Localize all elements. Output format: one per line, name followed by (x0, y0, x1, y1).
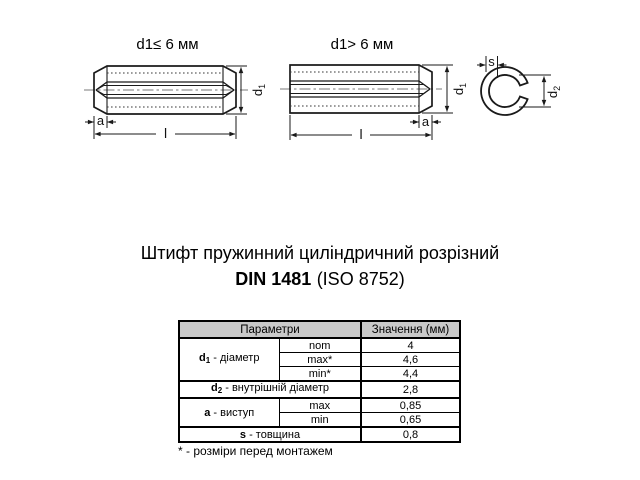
header-value: Значення (мм) (361, 321, 460, 338)
dim-label-a-large: a (421, 114, 430, 129)
dim-label-s: s (488, 54, 495, 69)
value-cell: 0,85 (361, 398, 460, 413)
value-cell: 2,8 (361, 381, 460, 398)
footnote: * - розміри перед монтажем (178, 444, 333, 458)
dim-letter: d (545, 90, 560, 99)
param-letter: d (199, 352, 206, 364)
param-d1 (179, 338, 279, 381)
din-standard: DIN 1481 (235, 269, 312, 289)
value-cell: 4,6 (361, 353, 460, 367)
caption-small-diameter: d1≤ 6 мм (136, 36, 199, 53)
param-a (179, 398, 279, 427)
param-desc: - внутрішній діаметр (222, 382, 329, 394)
sub-param: nom (279, 338, 361, 353)
standard-line (0, 270, 640, 289)
caption-large-diameter: d1> 6 мм (330, 36, 394, 53)
param-letter: d (211, 382, 218, 394)
cross-section-view (481, 67, 528, 115)
param-subscript: 2 (217, 386, 223, 395)
dim-subscript: 1 (458, 82, 468, 88)
param-s (179, 427, 361, 442)
table-row (179, 427, 460, 442)
param-desc: - діаметр (210, 352, 260, 364)
param-d2 (179, 381, 361, 398)
param-subscript: 1 (205, 356, 211, 365)
table-row (179, 398, 460, 413)
pin-slot (290, 81, 430, 89)
table-row (179, 338, 460, 353)
product-title: Штифт пружинний циліндричний розрізний (140, 243, 500, 263)
dim-label-l-small: l (163, 125, 168, 141)
value-cell: 0,8 (361, 427, 460, 442)
pin-view-large-diameter (280, 65, 442, 113)
sub-param: max (279, 398, 361, 413)
sub-param: min (279, 413, 361, 428)
table-row (179, 381, 460, 398)
param-desc: - товщина (246, 428, 301, 441)
pin-slot (96, 82, 234, 90)
sub-param: max* (279, 353, 361, 367)
iso-standard: (ISO 8752) (316, 269, 405, 289)
spec-table (178, 320, 461, 443)
dim-label-l-large: l (359, 126, 363, 142)
dim-subscript: 1 (257, 83, 267, 89)
dim-label-d1-small (250, 75, 266, 105)
dim-subscript: 2 (552, 85, 562, 91)
param-letter: s (239, 428, 247, 441)
param-desc: - виступ (210, 406, 255, 419)
title-block (0, 244, 640, 289)
value-cell: 0,65 (361, 413, 460, 428)
dim-label-d1-large (451, 74, 467, 104)
dim-label-d2 (545, 77, 561, 107)
technical-drawings (0, 0, 640, 175)
table-header-row (179, 321, 460, 338)
value-cell: 4 (361, 338, 460, 353)
sub-param: min* (279, 367, 361, 382)
value-cell: 4,4 (361, 367, 460, 382)
header-params: Параметри (179, 321, 361, 338)
dim-letter: d (451, 87, 466, 96)
dim-label-a-small: a (96, 113, 105, 128)
dim-letter: d (250, 88, 265, 97)
pin-view-small-diameter (84, 66, 248, 114)
param-letter: a (204, 406, 211, 419)
slotted-ring (481, 67, 528, 115)
